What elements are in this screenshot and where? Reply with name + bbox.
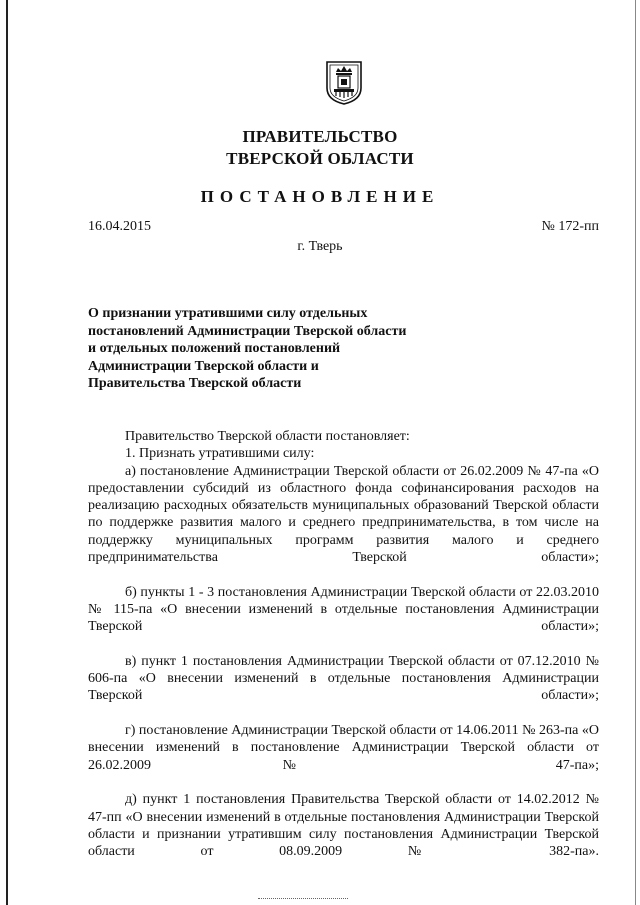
title-line: О признании утратившими силу отдельных [88, 306, 368, 321]
title-line: Правительства Тверской области [88, 376, 302, 391]
title-line: Администрации Тверской области и [88, 358, 319, 374]
coat-of-arms-icon [325, 60, 363, 105]
document-date: 16.04.2015 [88, 219, 151, 234]
title-line: постановлений Администрации Тверской области [88, 323, 407, 339]
org-name-line1: ПРАВИТЕЛЬСТВО [242, 127, 398, 146]
subitem-b: б) пункты 1 - 3 постановления Администрации Тверской области от 22.03.2010 № 115-па «О внесении изменений в отдельные постановления Администрации Тверской области»; [88, 584, 599, 635]
document-city: г. Тверь [297, 239, 343, 254]
org-name-line2: ТВЕРСКОЙ ОБЛАСТИ [226, 149, 414, 168]
scan-mark [258, 898, 348, 901]
subitem-a: а) постановление Администрации Тверской области от 26.02.2009 № 47-па «О предоставлении субсидий из областного фонда софинансирования расходов на реализацию расходных обязательств муниципальных образований Тверской области по поддержке развития малого и среднего предпринимательства, в том числе на поддержку муниципальных программ развития малого и среднего предпринимательства Тверской области»; [88, 463, 599, 566]
document-title [88, 305, 468, 393]
intro-paragraph: Правительство Тверской области постановляет: [125, 429, 410, 444]
item-1: 1. Признать утратившими силу: [125, 446, 315, 462]
document-number: № 172-пп [541, 219, 599, 234]
title-line: и отдельных положений постановлений [88, 341, 341, 356]
subitem-d: г) постановление Администрации Тверской области от 14.06.2011 № 263-па «О внесении изменений в постановление Администрации Тверской области от 26.02.2009 № 47-па»; [88, 723, 599, 773]
subitem-e: д) пункт 1 постановления Правительства Тверской области от 14.02.2012 № 47-пп «О внесении изменений в отдельные постановления Администрации Тверской области и признании утратившим силу постановления Администрации Тверской области от 08.09.2009 № 382-па». [88, 792, 599, 860]
subitem-c: в) пункт 1 постановления Администрации Тверской области от 07.12.2010 № 606-па «О внесении изменений в отдельные постановления Администрации Тверской области»; [88, 653, 599, 704]
document-type: ПОСТАНОВЛЕНИЕ [200, 187, 440, 206]
document-body [88, 428, 599, 878]
